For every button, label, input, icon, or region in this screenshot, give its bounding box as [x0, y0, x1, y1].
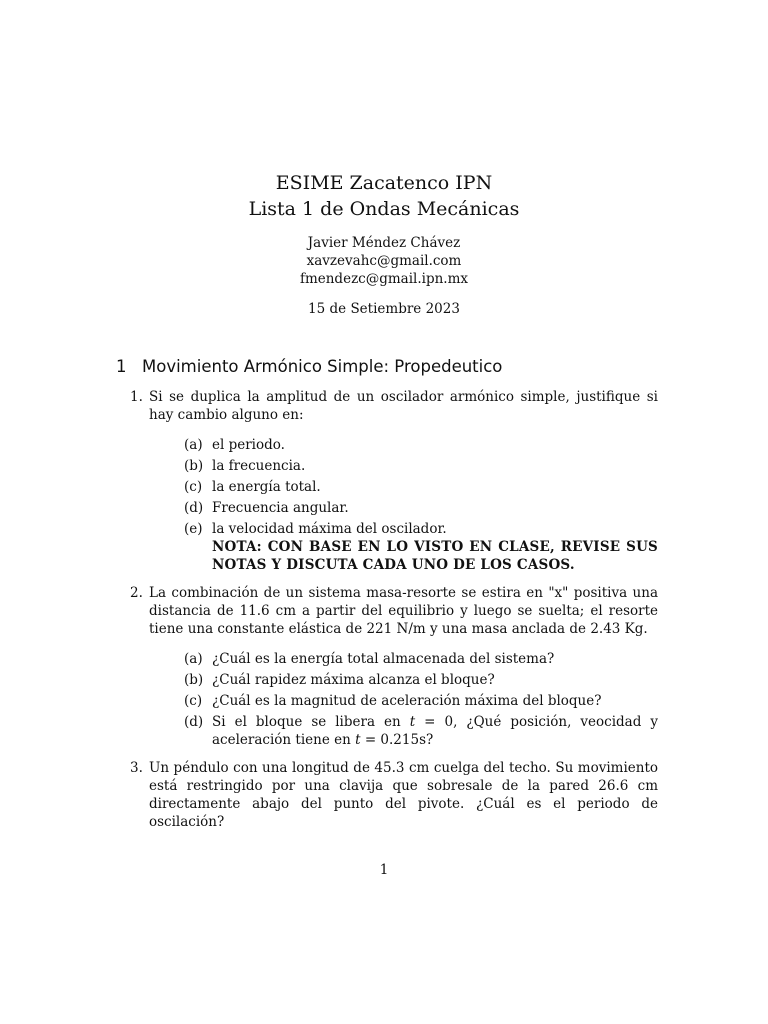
section-title: Movimiento Armónico Simple: Propedeutico: [142, 357, 503, 376]
problem-1: [118, 388, 658, 574]
math-variable: t: [355, 732, 361, 748]
subquestion: [149, 520, 658, 574]
problem-label: 2.: [130, 585, 143, 601]
author-email-2: fmendezc@gmail.ipn.mx: [299, 271, 469, 287]
subquestion-text: ¿Cuál es la magnitud de aceleración máxima del bloque?: [212, 693, 602, 709]
subquestion-text: la frecuencia.: [212, 458, 306, 474]
subquestion-text: Frecuencia angular.: [212, 500, 349, 516]
subquestion-text-pre: Si el bloque se libera en: [212, 714, 410, 730]
math-variable: t: [409, 714, 416, 730]
subquestion: [149, 478, 658, 496]
subquestion: [149, 436, 658, 454]
document-title: ESIME Zacatenco IPN: [275, 172, 493, 194]
problem-label: 1.: [130, 389, 143, 405]
bold-note: NOTA: CON BASE EN LO VISTO EN CLASE, REVISE SUS NOTAS Y DISCUTA CADA UNO DE LOS CASOS.: [212, 539, 658, 573]
author-name: Javier Méndez Chávez: [307, 235, 461, 251]
author-block: [0, 234, 768, 288]
subquestion-label: (b): [184, 458, 204, 474]
subquestion-label: (c): [184, 479, 203, 495]
subquestion: [149, 713, 658, 749]
problem-text: La combinación de un sistema masa-resorte se estira en "x" positiva una distancia de 11.6 cm a partir del equilibrio y luego se suelta; el resorte tiene una constante elástica de 221 N/m y una masa anclada de 2.43 Kg.: [149, 585, 658, 637]
subquestion-label: (b): [184, 672, 204, 688]
subquestion-text: la energía total.: [212, 479, 321, 495]
subquestion-label: (a): [184, 437, 203, 453]
subquestion-label: (c): [184, 693, 203, 709]
subquestion-text: ¿Cuál rapidez máxima alcanza el bloque?: [212, 672, 495, 688]
subquestion-text-mid: = 0, ¿Qué posición, veocidad y aceleración tiene en: [212, 714, 658, 748]
subquestion-text: el periodo.: [212, 437, 285, 453]
page-number: 1: [379, 862, 389, 878]
title-block: [0, 170, 768, 318]
subquestion-list: [149, 436, 658, 574]
problem-2: [118, 584, 658, 749]
subquestion-text: ¿Cuál es la energía total almacenada del sistema?: [212, 651, 555, 667]
author-email-1: xavzevahc@gmail.com: [306, 253, 462, 269]
section-number: 1: [116, 357, 127, 376]
document-subtitle: Lista 1 de Ondas Mecánicas: [248, 198, 520, 220]
subquestion: [149, 671, 658, 689]
subquestion-label: (d): [184, 714, 204, 730]
document-date: 15 de Setiembre 2023: [308, 301, 460, 317]
subquestion-label: (d): [184, 500, 204, 516]
subquestion: [149, 457, 658, 475]
subquestion: [149, 650, 658, 668]
problem-text: Un péndulo con una longitud de 45.3 cm cuelga del techo. Su movimiento está restringido por una clavija que sobresale de la pared 26.6 cm directamente abajo del punto del pivote. ¿Cuál es el periodo de oscilación?: [149, 760, 658, 830]
subquestion: [149, 499, 658, 517]
section-heading: [116, 356, 502, 378]
subquestion-list: [149, 650, 658, 749]
problem-list: [118, 388, 658, 841]
subquestion-text: la velocidad máxima del oscilador.: [212, 521, 447, 537]
subquestion-text-post: = 0.215s?: [360, 732, 434, 748]
subquestion-label: (e): [184, 521, 203, 537]
problem-3: [118, 759, 658, 831]
problem-text: Si se duplica la amplitud de un oscilador armónico simple, justifique si hay cambio alguno en:: [149, 389, 658, 423]
problem-label: 3.: [130, 760, 143, 776]
subquestion: [149, 692, 658, 710]
subquestion-label: (a): [184, 651, 203, 667]
